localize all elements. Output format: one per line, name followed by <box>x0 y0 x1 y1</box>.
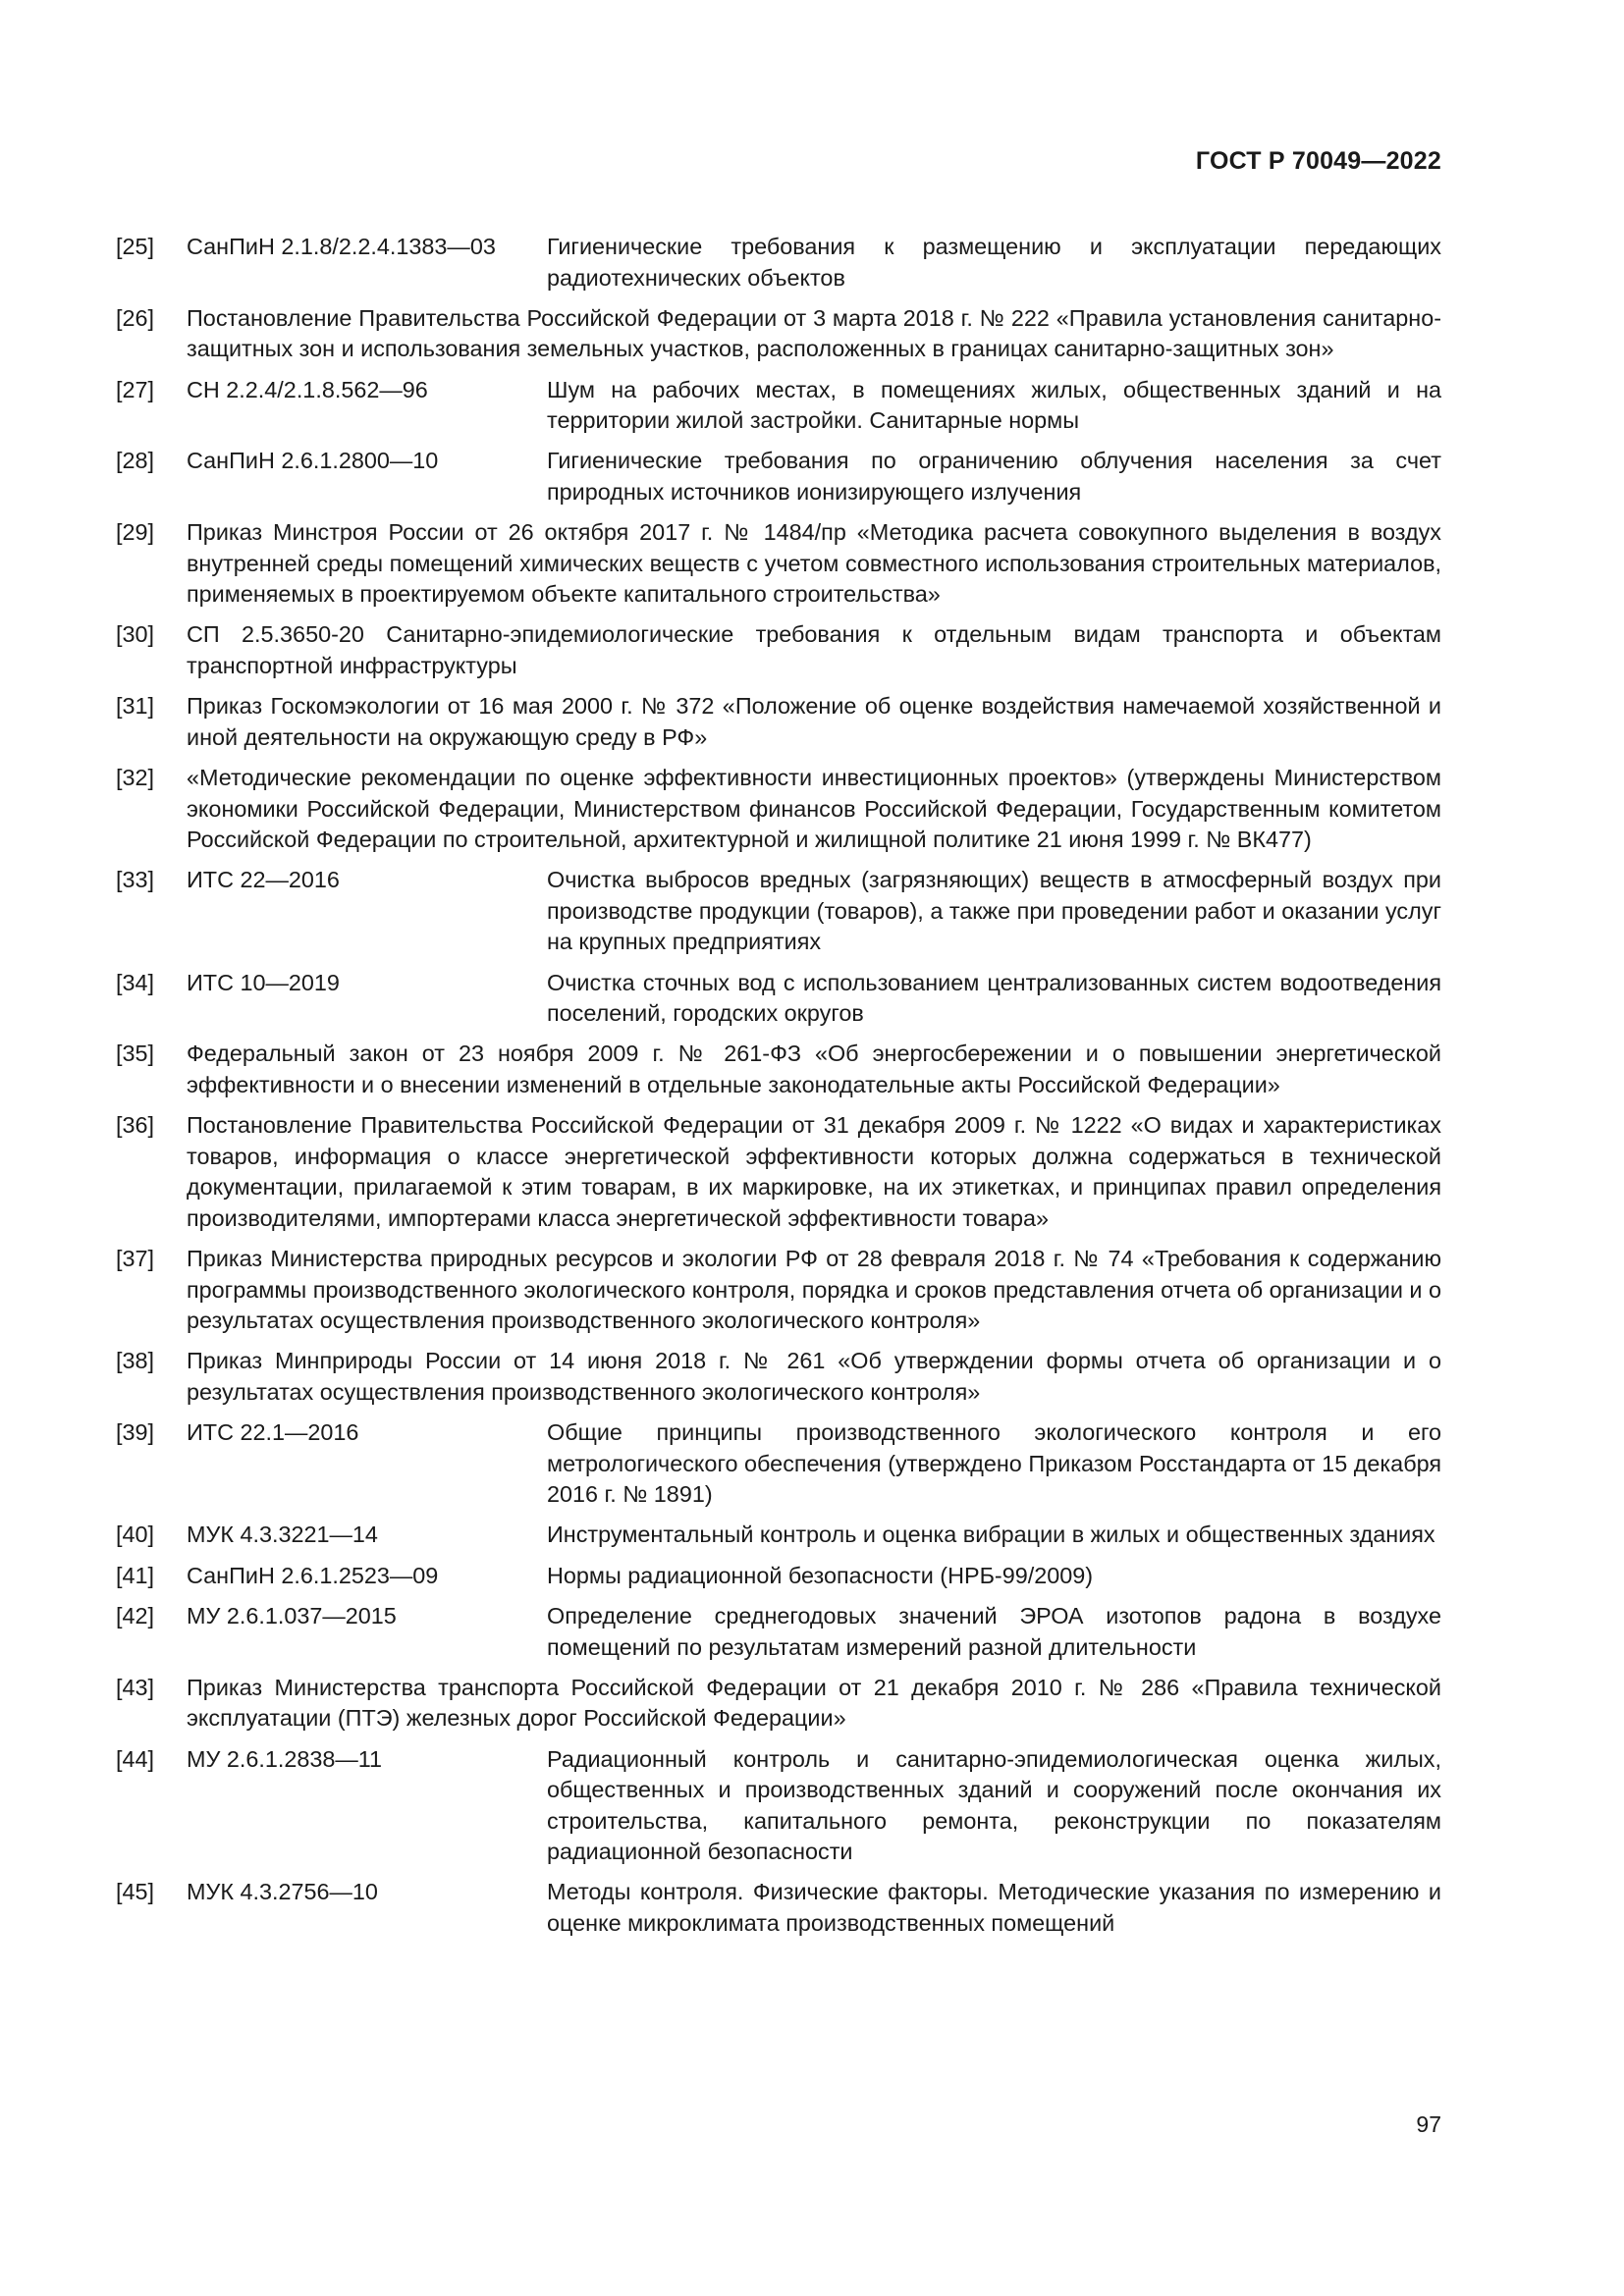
reference-number: [25] <box>116 234 155 259</box>
reference-number: [34] <box>116 969 155 995</box>
reference-item <box>116 1346 1441 1408</box>
reference-text: СП 2.5.3650-20 Санитарно-эпидемиологические требования к отдельным видам транспорта и объектам транспортной инфраструктуры <box>187 621 1441 678</box>
reference-item <box>116 1601 1441 1663</box>
reference-item <box>116 1110 1441 1234</box>
reference-code: СанПиН 2.6.1.2800—10 <box>187 448 439 474</box>
reference-code: ИТС 22.1—2016 <box>187 1419 359 1446</box>
reference-number: [26] <box>116 304 155 331</box>
reference-item <box>116 1244 1441 1337</box>
reference-item <box>116 865 1441 958</box>
reference-title: Методы контроля. Физические факторы. Методические указания по измерению и оценке микроклимата производственных помещений <box>547 1879 1441 1936</box>
reference-title: Шум на рабочих местах, в помещениях жилых, общественных зданий и на территории жилой застройки. Санитарные нормы <box>547 376 1441 434</box>
reference-number: [28] <box>116 448 155 474</box>
reference-number: [27] <box>116 376 155 402</box>
reference-code: СанПиН 2.6.1.2523—09 <box>187 1562 439 1588</box>
reference-item <box>116 1520 1441 1551</box>
reference-text: Приказ Министерства природных ресурсов и экологии РФ от 28 февраля 2018 г. № 74 «Требования к содержанию программы производственного экологического контроля, порядка и сроков представления отчета об организации и о результатах осуществления производственного экологического контроля» <box>187 1246 1441 1334</box>
reference-item <box>116 1417 1441 1511</box>
reference-item <box>116 1744 1441 1868</box>
reference-item <box>116 691 1441 753</box>
reference-number: [39] <box>116 1419 155 1446</box>
reference-number: [41] <box>116 1562 155 1588</box>
reference-item <box>116 1673 1441 1735</box>
reference-title: Очистка сточных вод с использованием централизованных систем водоотведения поселений, городских округов <box>547 969 1441 1027</box>
reference-number: [29] <box>116 519 155 546</box>
reference-title: Общие принципы производственного экологического контроля и его метрологического обеспечения (утверждено Приказом Росстандарта от 15 декабря 2016 г. № 1891) <box>547 1419 1441 1508</box>
reference-code: СанПиН 2.1.8/2.2.4.1383—03 <box>187 234 496 259</box>
reference-text: Постановление Правительства Российской Федерации от 3 марта 2018 г. № 222 «Правила установления санитарно-защитных зон и использования земельных участков, расположенных в границах санитарно-защитных зон» <box>187 304 1441 362</box>
reference-number: [43] <box>116 1674 155 1700</box>
reference-number: [30] <box>116 621 155 648</box>
reference-number: [36] <box>116 1112 155 1139</box>
reference-code: МУ 2.6.1.2838—11 <box>187 1745 383 1772</box>
reference-number: [32] <box>116 765 155 791</box>
reference-title: Нормы радиационной безопасности (НРБ-99/2009) <box>547 1562 1094 1588</box>
reference-text: Федеральный закон от 23 ноября 2009 г. № 261-ФЗ «Об энергосбережении и о повышении энергетической эффективности и о внесении изменений в отдельные законодательные акты Российской Федерации» <box>187 1041 1441 1097</box>
page-number: 97 <box>1416 2111 1441 2137</box>
reference-number: [33] <box>116 867 155 893</box>
reference-code: МУ 2.6.1.037—2015 <box>187 1603 397 1629</box>
reference-item <box>116 517 1441 611</box>
reference-text: Приказ Госкомэкологии от 16 мая 2000 г. № 372 «Положение об оценке воздействия намечаемой хозяйственной и иной деятельности на окружающую среду в РФ» <box>187 693 1441 750</box>
reference-list <box>116 232 1441 1949</box>
reference-item <box>116 619 1441 681</box>
reference-number: [40] <box>116 1522 155 1548</box>
reference-item <box>116 1561 1441 1592</box>
reference-code: СН 2.2.4/2.1.8.562—96 <box>187 376 428 402</box>
reference-title: Гигиенические требования по ограничению облучения населения за счет природных источников ионизирующего излучения <box>547 448 1441 505</box>
reference-number: [44] <box>116 1745 155 1772</box>
reference-title: Гигиенические требования к размещению и эксплуатации передающих радиотехнических объектов <box>547 234 1441 291</box>
reference-item <box>116 763 1441 856</box>
reference-title: Определение среднегодовых значений ЭРОА изотопов радона в воздухе помещений по результатам измерений разной длительности <box>547 1603 1441 1660</box>
reference-number: [37] <box>116 1246 155 1272</box>
reference-title: Инструментальный контроль и оценка вибрации в жилых и общественных зданиях <box>547 1522 1435 1548</box>
reference-text: Приказ Минприроды России от 14 июня 2018 г. № 261 «Об утверждении формы отчета об организации и о результатах осуществления производственного экологического контроля» <box>187 1348 1441 1405</box>
reference-text: Постановление Правительства Российской Федерации от 31 декабря 2009 г. № 1222 «О видах и характеристиках товаров, информация о классе энергетической эффективности которых должна содержаться в технической документации, прилагаемой к этим товарам, в их маркировке, на их этикетках, и принципах правил определения производителями, импортерами класса энергетической эффективности товара» <box>187 1112 1441 1231</box>
reference-number: [45] <box>116 1879 155 1905</box>
reference-item <box>116 1039 1441 1100</box>
reference-item <box>116 303 1441 365</box>
reference-item <box>116 1877 1441 1939</box>
reference-code: МУК 4.3.3221—14 <box>187 1522 378 1548</box>
reference-item <box>116 446 1441 507</box>
reference-number: [35] <box>116 1041 155 1067</box>
reference-title: Очистка выбросов вредных (загрязняющих) веществ в атмосферный воздух при производстве продукции (товаров), а также при проведении работ и оказании услуг на крупных предприятиях <box>547 867 1441 955</box>
reference-code: ИТС 22—2016 <box>187 867 340 893</box>
reference-item <box>116 968 1441 1030</box>
reference-code: МУК 4.3.2756—10 <box>187 1879 378 1905</box>
reference-number: [38] <box>116 1348 155 1374</box>
reference-title: Радиационный контроль и санитарно-эпидемиологическая оценка жилых, общественных и производственных зданий и сооружений после окончания их строительства, капитального ремонта, реконструкции по показателям радиационной безопасности <box>547 1745 1441 1865</box>
reference-item <box>116 232 1441 294</box>
reference-number: [31] <box>116 693 155 720</box>
reference-text: Приказ Минстроя России от 26 октября 2017 г. № 1484/пр «Методика расчета совокупного выделения в воздух внутренней среды помещений химических веществ с учетом совместного использования строительных материалов, применяемых в проектируемом объекте капитального строительства» <box>187 519 1441 608</box>
reference-number: [42] <box>116 1603 155 1629</box>
document-header: ГОСТ Р 70049—2022 <box>1195 147 1441 175</box>
reference-item <box>116 375 1441 437</box>
reference-text: Приказ Министерства транспорта Российской Федерации от 21 декабря 2010 г. № 286 «Правила технической эксплуатации (ПТЭ) железных дорог Российской Федерации» <box>187 1674 1441 1732</box>
reference-code: ИТС 10—2019 <box>187 969 340 995</box>
reference-text: «Методические рекомендации по оценке эффективности инвестиционных проектов» (утверждены Министерством экономики Российской Федерации, Министерством финансов Российской Федерации, Государственным комитетом Российской Федерации по строительной, архитектурной и жилищной политике 21 июня 1999 г. № ВК477) <box>187 765 1441 853</box>
